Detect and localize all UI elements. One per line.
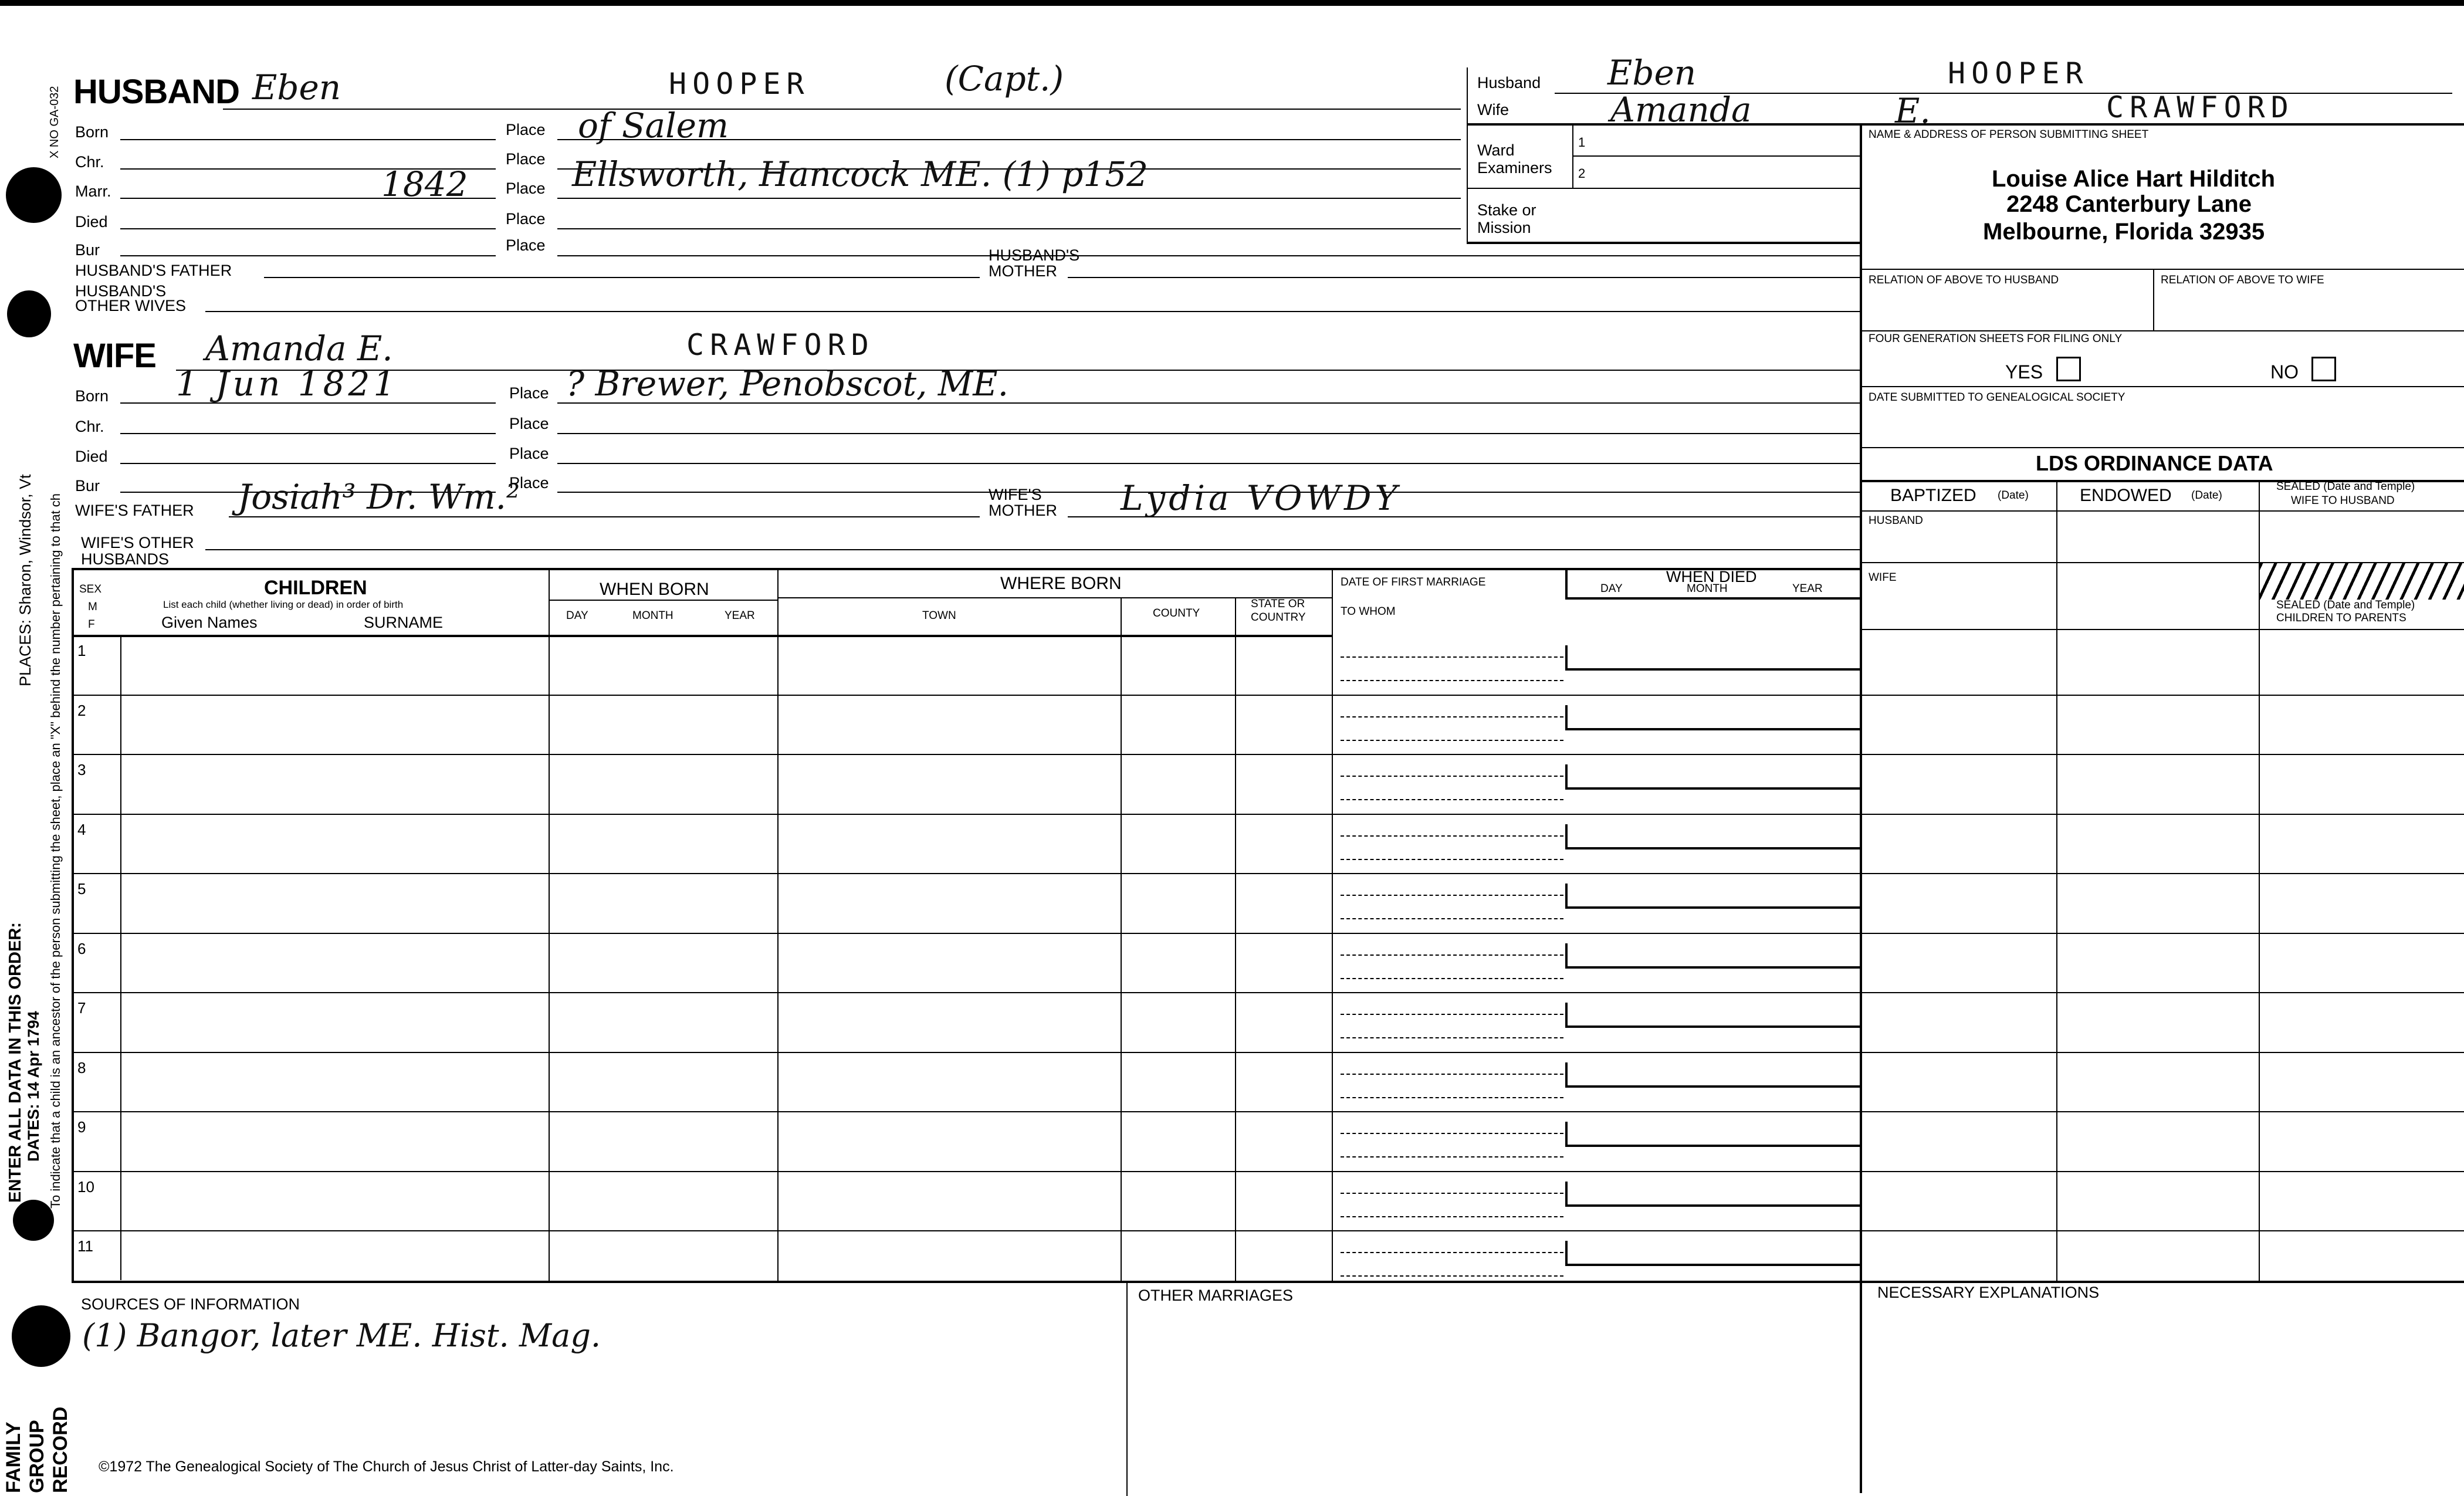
when-died-label: WHEN DIED [1666, 568, 1757, 585]
ward-wife-line [1467, 123, 2464, 126]
when-died-left [1565, 568, 1568, 598]
submitter-bottom-line [1861, 269, 2464, 270]
wife-died-label: Died [75, 448, 108, 465]
wife-mother-line [1068, 516, 1860, 517]
when-died-bracket [1565, 1122, 1568, 1145]
husband-died-place-label: Place [506, 210, 546, 228]
to-whom-line[interactable] [1341, 1216, 1563, 1217]
ward-label: Ward [1477, 141, 1515, 159]
first-marriage-date-line[interactable] [1341, 895, 1563, 896]
child-row-separator [72, 814, 2464, 815]
to-whom-line[interactable] [1341, 918, 1563, 919]
ward-box-left [1467, 67, 1468, 243]
husband-bur-label: Bur [75, 241, 100, 259]
child-row-number: 4 [77, 820, 86, 838]
mission-label: Mission [1477, 219, 1531, 236]
when-died-underline [1565, 597, 1861, 600]
examiners-label: Examiners [1477, 159, 1552, 177]
top-border [0, 0, 2464, 6]
binder-hole-4 [12, 1305, 70, 1367]
wife-surname[interactable]: CRAWFORD [686, 328, 875, 362]
first-marriage-date-line[interactable] [1341, 1193, 1563, 1194]
state-label-1: STATE OR [1251, 598, 1305, 610]
to-whom-line[interactable] [1341, 1156, 1563, 1157]
when-died-line[interactable] [1565, 1204, 1861, 1207]
lds-sealed-2: WIFE TO HUSBAND [2291, 495, 2395, 507]
wife-born-date[interactable]: 1 Jun 1821 [176, 364, 399, 404]
lds-endowed-date: (Date) [2191, 489, 2222, 502]
husband-marr-label: Marr. [75, 182, 111, 200]
lds-baptized: BAPTIZED [1890, 486, 1976, 505]
sex-f: F [88, 618, 95, 631]
wife-chr-place-line [557, 433, 1860, 434]
wife-died-date-line [120, 463, 496, 464]
first-marriage-date-line[interactable] [1341, 656, 1563, 658]
lds-header-line [1861, 510, 2464, 512]
husband-died-date-line [120, 228, 496, 229]
lds-divider-1 [2056, 480, 2057, 1281]
husband-born-date-line [120, 139, 496, 140]
child-row-number: 10 [77, 1177, 94, 1196]
first-marriage-date-line[interactable] [1341, 1014, 1563, 1015]
first-marriage-date-line[interactable] [1341, 835, 1563, 837]
wife-born-place[interactable]: ? Brewer, Penobscot, ME. [566, 364, 1009, 404]
examiner-2: 2 [1578, 166, 1586, 181]
when-died-line[interactable] [1565, 1145, 1861, 1147]
date-submitted-label: DATE SUBMITTED TO GENEALOGICAL SOCIETY [1869, 391, 2125, 404]
children-title: CHILDREN [264, 577, 367, 599]
wife-chr-label: Chr. [75, 418, 104, 435]
four-gen-label: FOUR GENERATION SHEETS FOR FILING ONLY [1869, 333, 2123, 345]
child-row-number: 3 [77, 761, 86, 779]
husband-heading: HUSBAND [73, 73, 239, 111]
submitter-city[interactable]: Melbourne, Florida 32935 [1983, 219, 2265, 245]
when-died-bracket [1565, 824, 1568, 848]
first-marriage-date-line[interactable] [1341, 1133, 1563, 1134]
submitter-name[interactable]: Louise Alice Hart Hilditch [1992, 166, 2276, 192]
died-day: DAY [1600, 583, 1623, 595]
wife-chr-date-line [120, 433, 496, 434]
husband-other-wives-line [205, 311, 1860, 312]
husband-other-wives-2: OTHER WIVES [75, 297, 187, 314]
examiner-1-line [1572, 155, 1860, 157]
dates-note: DATES: 14 Apr 1794 [25, 1011, 42, 1162]
born-year: YEAR [725, 610, 755, 622]
husband-marr-place-label: Place [506, 180, 546, 197]
lds-sealed-c1: SEALED (Date and Temple) [2276, 599, 2415, 611]
children-left-border [72, 568, 74, 1281]
col-when-born [549, 568, 550, 1281]
husband-marr-date[interactable]: 1842 [381, 164, 468, 204]
relation-to-wife-label: RELATION OF ABOVE TO WIFE [2161, 274, 2324, 286]
husband-chr-label: Chr. [75, 153, 104, 171]
examiner-1: 1 [1578, 135, 1586, 150]
wife-heading: WIFE [73, 337, 156, 375]
to-whom-line[interactable] [1341, 978, 1563, 979]
form-code: X NO GA-032 [48, 86, 61, 158]
yes-checkbox[interactable] [2056, 357, 2081, 381]
lds-sealed-c2: CHILDREN TO PARENTS [2276, 612, 2407, 624]
husband-bur-place-label: Place [506, 236, 546, 254]
first-marriage-date-line[interactable] [1341, 955, 1563, 956]
ancestor-instruction: To indicate that a child is an ancestor of the person submitting the sheet, place an "X" behind the number pertaining to that ch [48, 493, 63, 1209]
when-died-line[interactable] [1565, 906, 1861, 909]
copyright: ©1972 The Genealogical Society of The Church of Jesus Christ of Latter-day Saints, Inc. [99, 1458, 674, 1475]
state-label-2: COUNTRY [1251, 611, 1306, 624]
enter-all-note: ENTER ALL DATA IN THIS ORDER: [6, 922, 25, 1203]
when-died-line[interactable] [1565, 1264, 1861, 1266]
lds-sealed-1: SEALED (Date and Temple) [2276, 480, 2415, 493]
child-row-number: 1 [77, 642, 86, 659]
died-month: MONTH [1687, 583, 1728, 595]
wife-born-place-label: Place [509, 384, 549, 402]
wife-bur-label: Bur [75, 477, 100, 495]
first-marriage-date-line[interactable] [1341, 1252, 1563, 1253]
col-first-marriage [1332, 568, 1333, 1281]
when-died-bracket [1565, 705, 1568, 729]
husband-name-line [223, 109, 1461, 110]
wife-name-line [176, 370, 1860, 371]
ward-wife-label: Wife [1477, 101, 1509, 119]
yes-label: YES [2005, 361, 2043, 383]
stake-bottom-line [1467, 242, 1861, 244]
to-whom-line[interactable] [1341, 859, 1563, 860]
ward-husband-surname[interactable]: HOOPER [1948, 56, 2089, 90]
binder-hole-2 [7, 290, 51, 337]
wife-given-name[interactable]: Amanda E. [205, 329, 393, 368]
to-whom-line[interactable] [1341, 680, 1563, 681]
child-row-number: 2 [77, 701, 86, 719]
children-header-line [72, 635, 1332, 637]
submitter-street[interactable]: 2248 Canterbury Lane [2006, 191, 2252, 217]
sex-m: M [88, 601, 97, 613]
wife-died-place-line [557, 463, 1860, 464]
born-day: DAY [566, 610, 588, 622]
record-label: RECORD [49, 1406, 72, 1493]
places-note: PLACES: Sharon, Windsor, Vt [16, 474, 34, 686]
to-whom-line[interactable] [1341, 1037, 1563, 1038]
where-born-underline [777, 597, 1332, 598]
when-died-bracket [1565, 645, 1568, 669]
to-whom-label: TO WHOM [1341, 605, 1396, 618]
husband-title[interactable]: (Capt.) [945, 59, 1064, 99]
when-died-bracket [1565, 1241, 1568, 1264]
lds-baptized-date: (Date) [1998, 489, 2029, 502]
child-row-separator [72, 1052, 2464, 1053]
husband-bur-place-line [557, 255, 1860, 256]
husband-marr-place-line [557, 198, 1461, 199]
to-whom-line[interactable] [1341, 799, 1563, 800]
husband-chr-place-label: Place [506, 150, 546, 168]
town-label: TOWN [922, 610, 956, 622]
ward-wife-initial[interactable]: E. [1895, 91, 1931, 131]
husband-bur-date-line [120, 255, 496, 256]
child-row-separator [72, 1111, 2464, 1112]
children-instruction: List each child (whether living or dead) in order of birth [163, 599, 404, 610]
wife-bur-place-label: Place [509, 474, 549, 492]
wife-other-husbands-2: HUSBANDS [81, 550, 170, 568]
lds-hatch [2260, 563, 2464, 600]
child-row-separator [72, 873, 2464, 874]
when-died-line[interactable] [1565, 1085, 1861, 1088]
relation-bottom-line [1861, 330, 2464, 331]
sources-text[interactable]: (1) Bangor, later ME. Hist. Mag. [82, 1317, 601, 1354]
child-row-number: 7 [77, 999, 86, 1017]
husband-born-place[interactable]: of Salem [578, 106, 729, 145]
husband-born-place-line [557, 139, 1461, 140]
husband-father-line [264, 277, 980, 278]
born-month: MONTH [632, 610, 673, 622]
husband-marr-date-line [120, 198, 496, 199]
child-row-number: 6 [77, 939, 86, 957]
surname-label: SURNAME [364, 614, 444, 631]
sex-label: SEX [79, 583, 102, 595]
wife-father-line [229, 516, 980, 517]
wife-born-label: Born [75, 387, 109, 405]
wife-father[interactable]: Josiah³ Dr. Wm.² [238, 477, 520, 517]
husband-died-label: Died [75, 213, 108, 231]
child-row-number: 11 [77, 1237, 93, 1255]
husband-mother-line [1068, 277, 1860, 278]
wife-born-place-line [557, 402, 1860, 404]
when-died-bracket [1565, 943, 1568, 967]
relation-to-husband-label: RELATION OF ABOVE TO HUSBAND [1869, 274, 2059, 286]
wife-died-place-label: Place [509, 445, 549, 462]
first-marriage-label: DATE OF FIRST MARRIAGE [1341, 576, 1486, 588]
husband-father-label: HUSBAND'S FATHER [75, 262, 232, 279]
first-marriage-date-line[interactable] [1341, 716, 1563, 717]
examiners-bottom-line [1467, 188, 1860, 189]
wife-mother-label-2: MOTHER [989, 502, 1057, 519]
county-label: COUNTY [1153, 607, 1200, 620]
died-year: YEAR [1792, 583, 1823, 595]
right-panel-divider [1860, 123, 1862, 1493]
lds-wife-line [1861, 629, 2464, 630]
to-whom-line[interactable] [1341, 1275, 1563, 1277]
family-label: FAMILY [2, 1421, 25, 1493]
child-row-number: 5 [77, 880, 86, 898]
group-label: GROUP [26, 1420, 48, 1493]
husband-other-wives-1: HUSBAND'S [75, 282, 167, 300]
child-row-separator [72, 992, 2464, 993]
relation-divider [2153, 269, 2154, 330]
husband-given-name[interactable]: Eben [252, 67, 341, 107]
ward-wife-surname[interactable]: CRAWFORD [2106, 90, 2294, 124]
lds-title: LDS ORDINANCE DATA [2036, 451, 2273, 475]
wife-chr-place-label: Place [509, 415, 549, 432]
ward-husband-label: Husband [1477, 74, 1541, 92]
child-row-separator [72, 1230, 2464, 1231]
lds-endowed: ENDOWED [2080, 486, 2172, 505]
husband-surname[interactable]: HOOPER [669, 67, 810, 101]
four-gen-bottom-line [1861, 386, 2464, 387]
ward-husband-given[interactable]: Eben [1607, 53, 1697, 93]
footer-divider [1126, 1281, 1128, 1496]
when-died-bracket [1565, 1062, 1568, 1086]
child-row-number: 9 [77, 1118, 86, 1136]
wife-mother-label-1: WIFE'S [989, 486, 1042, 503]
when-died-bracket [1565, 1003, 1568, 1026]
wife-father-label: WIFE'S FATHER [75, 502, 194, 519]
child-row-separator [72, 933, 2464, 934]
when-died-bracket [1565, 764, 1568, 788]
to-whom-line[interactable] [1341, 740, 1563, 741]
lds-husband-label: HUSBAND [1869, 515, 1923, 527]
no-checkbox[interactable] [2311, 357, 2336, 381]
when-died-line[interactable] [1565, 787, 1861, 790]
first-marriage-date-line[interactable] [1341, 776, 1563, 777]
col-where-born [777, 568, 779, 1281]
when-born-underline [549, 600, 777, 601]
wife-mother[interactable]: Lydia VOWDY [1121, 478, 1401, 518]
necessary-explanations-label: NECESSARY EXPLANATIONS [1877, 1284, 2100, 1301]
children-bottom-line [72, 1281, 2464, 1283]
when-died-line[interactable] [1565, 847, 1861, 849]
col-name [120, 635, 121, 1280]
lds-wife-label: WIFE [1869, 571, 1897, 584]
ward-wife-given[interactable]: Amanda [1610, 90, 1752, 130]
wife-born-date-line [120, 402, 496, 404]
husband-born-place-label: Place [506, 121, 546, 138]
when-died-line[interactable] [1565, 728, 1861, 730]
no-label: NO [2270, 361, 2299, 383]
col-county [1121, 597, 1122, 1281]
to-whom-line[interactable] [1341, 1097, 1563, 1098]
children-top-line [72, 568, 1861, 570]
when-died-line[interactable] [1565, 966, 1861, 969]
when-died-line[interactable] [1565, 668, 1861, 671]
husband-died-place-line [557, 228, 1461, 229]
husband-born-label: Born [75, 123, 109, 141]
sources-label: SOURCES OF INFORMATION [81, 1295, 300, 1313]
child-row-number: 8 [77, 1058, 86, 1077]
date-submitted-bottom-line [1861, 447, 2464, 448]
when-died-bracket [1565, 1182, 1568, 1205]
lds-divider-2 [2259, 480, 2260, 1281]
first-marriage-date-line[interactable] [1341, 1074, 1563, 1075]
given-names-label: Given Names [161, 614, 258, 631]
col-state [1235, 597, 1236, 1281]
submitter-label: NAME & ADDRESS OF PERSON SUBMITTING SHEET [1869, 128, 2149, 141]
stake-label: Stake or [1477, 201, 1536, 219]
binder-hole-1 [6, 167, 62, 223]
wife-other-husbands-line [205, 549, 1860, 550]
when-born-label: WHEN BORN [600, 580, 709, 599]
where-born-label: WHERE BORN [1000, 574, 1122, 593]
husband-mother-label-1: HUSBAND'S [989, 246, 1080, 264]
when-died-bracket [1565, 884, 1568, 907]
husband-mother-label-2: MOTHER [989, 262, 1057, 280]
wife-other-husbands-1: WIFE'S OTHER [81, 534, 194, 551]
husband-marr-place[interactable]: Ellsworth, Hancock ME. (1) p152 [572, 154, 1149, 194]
other-marriages-label: OTHER MARRIAGES [1138, 1287, 1294, 1304]
child-row-separator [72, 695, 2464, 696]
when-died-line[interactable] [1565, 1025, 1861, 1028]
child-row-separator [72, 754, 2464, 755]
child-row-separator [72, 1171, 2464, 1172]
